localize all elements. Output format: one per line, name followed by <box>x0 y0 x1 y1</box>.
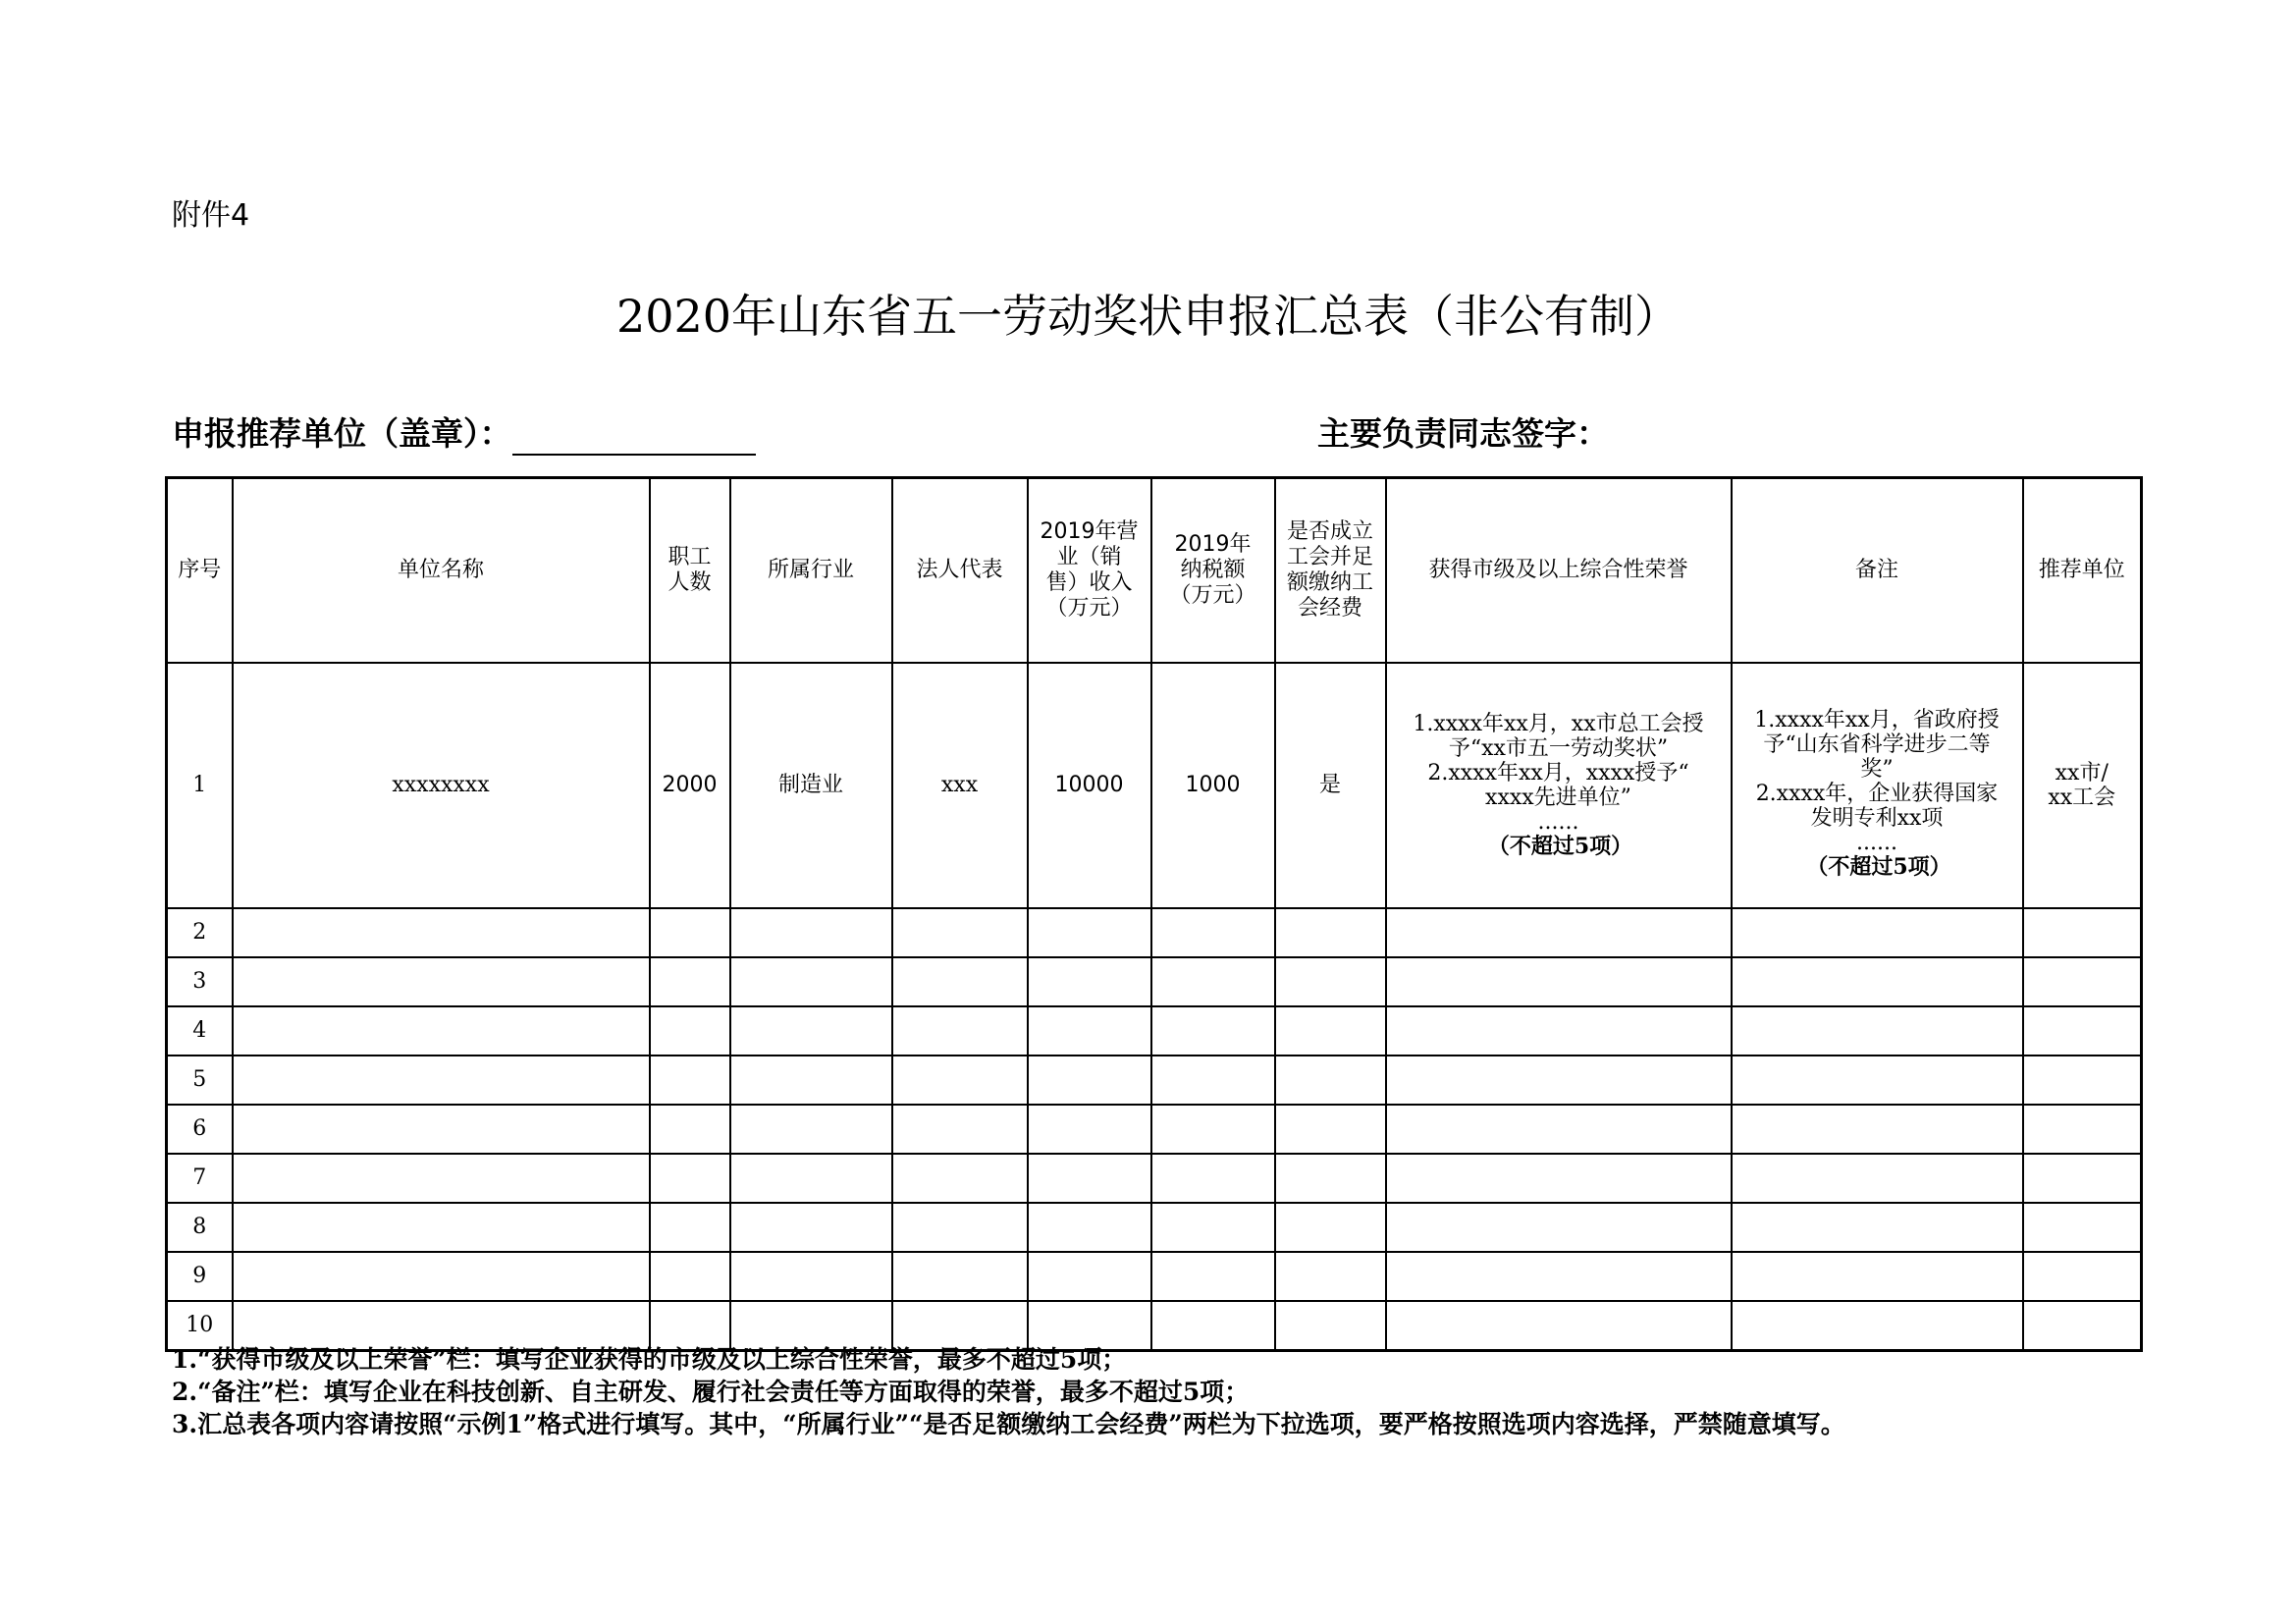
industry-cell: 制造业 <box>730 663 892 908</box>
empty-cell <box>1151 1252 1275 1301</box>
empty-cell <box>650 1203 730 1252</box>
empty-cell <box>1028 1252 1151 1301</box>
recommending-unit-label: 申报推荐单位（盖章）： <box>172 414 512 453</box>
empty-cell <box>1732 1056 2023 1105</box>
recommending-unit-line <box>172 412 756 456</box>
col-header: 获得市级及以上综合性荣誉 <box>1386 478 1732 664</box>
empty-cell <box>1151 1056 1275 1105</box>
signature-label: 主要负责同志签字： <box>1317 414 1609 453</box>
empty-cell <box>1028 1203 1151 1252</box>
empty-cell <box>650 1154 730 1203</box>
empty-cell <box>2023 1154 2142 1203</box>
recommending-unit-blank <box>512 420 756 456</box>
empty-cell <box>233 957 650 1006</box>
row-number: 3 <box>167 957 233 1006</box>
table-row <box>167 1154 2142 1203</box>
honors-line: ...... <box>1537 810 1579 835</box>
empty-cell <box>892 1154 1028 1203</box>
empty-cell <box>233 1203 650 1252</box>
empty-cell <box>2023 957 2142 1006</box>
row-number: 9 <box>167 1252 233 1301</box>
remarks-cell <box>1732 663 2023 908</box>
empty-cell <box>1386 1252 1732 1301</box>
empty-cell <box>2023 1105 2142 1154</box>
remarks-line: 1.xxxx年xx月，省政府授 <box>1754 707 2000 732</box>
empty-cell <box>1275 1006 1386 1056</box>
empty-cell <box>1275 1252 1386 1301</box>
empty-cell <box>892 1006 1028 1056</box>
table-row <box>167 1203 2142 1252</box>
empty-cell <box>650 1105 730 1154</box>
empty-cell <box>233 1105 650 1154</box>
empty-cell <box>1151 1105 1275 1154</box>
empty-cell <box>2023 908 2142 957</box>
row-number: 8 <box>167 1203 233 1252</box>
empty-cell <box>892 1105 1028 1154</box>
empty-cell <box>233 1056 650 1105</box>
honors-limit-note: （不超过5项） <box>1487 834 1633 859</box>
revenue-cell: 10000 <box>1028 663 1151 908</box>
empty-cell <box>1386 1006 1732 1056</box>
empty-cell <box>892 957 1028 1006</box>
honors-line: 2.xxxx年xx月，xxxx授予“ <box>1427 761 1689 785</box>
empty-cell <box>2023 1006 2142 1056</box>
empty-cell <box>1386 1203 1732 1252</box>
empty-cell <box>1732 1154 2023 1203</box>
empty-cell <box>730 1154 892 1203</box>
empty-cell <box>2023 1203 2142 1252</box>
footnote: 3.汇总表各项内容请按照“示例1”格式进行填写。其中，“所属行业”“是否足额缴纳工会经费”两栏为下拉选项，要严格按照选项内容选择，严禁随意填写。 <box>172 1410 1845 1438</box>
col-header: 序号 <box>167 478 233 664</box>
empty-cell <box>233 908 650 957</box>
empty-cell <box>1275 957 1386 1006</box>
empty-cell <box>730 957 892 1006</box>
remarks-line: 予“山东省科学进步二等 <box>1763 731 1991 757</box>
empty-cell <box>650 1056 730 1105</box>
union-cell: 是 <box>1275 663 1386 908</box>
table-row <box>167 663 2142 908</box>
empty-cell <box>1151 908 1275 957</box>
empty-cell <box>1732 957 2023 1006</box>
row-number: 2 <box>167 908 233 957</box>
empty-cell <box>892 1252 1028 1301</box>
empty-cell <box>233 1154 650 1203</box>
row-number: 10 <box>167 1301 233 1351</box>
empty-cell <box>892 908 1028 957</box>
footnote: 1.“获得市级及以上荣誉”栏：填写企业获得的市级及以上综合性荣誉，最多不超过5项； <box>172 1345 1127 1374</box>
empty-cell <box>1386 1105 1732 1154</box>
col-header: 单位名称 <box>233 478 650 664</box>
honors-line: 予“xx市五一劳动奖状” <box>1448 736 1669 761</box>
footnote: 2.“备注”栏：填写企业在科技创新、自主研发、履行社会责任等方面取得的荣誉，最多不超过5项； <box>172 1378 1250 1406</box>
honors-line: xxxx先进单位” <box>1485 785 1631 810</box>
table-row <box>167 957 2142 1006</box>
empty-cell <box>1028 1105 1151 1154</box>
empty-cell <box>233 1006 650 1056</box>
empty-cell <box>1151 1006 1275 1056</box>
empty-cell <box>1275 908 1386 957</box>
empty-cell <box>2023 1252 2142 1301</box>
col-header: 是否成立 工会并足 额缴纳工 会经费 <box>1275 478 1386 664</box>
empty-cell <box>1028 957 1151 1006</box>
remarks-line: ...... <box>1856 830 1897 855</box>
row-number: 5 <box>167 1056 233 1105</box>
recommender-cell <box>2023 663 2142 908</box>
empty-cell <box>1028 1056 1151 1105</box>
empty-cell <box>1275 1105 1386 1154</box>
empty-cell <box>1732 1252 2023 1301</box>
recommender-line: xx工会 <box>2048 785 2116 810</box>
empty-cell <box>1732 1203 2023 1252</box>
empty-cell <box>1151 1154 1275 1203</box>
table-row <box>167 1105 2142 1154</box>
empty-cell <box>233 1252 650 1301</box>
empty-cell <box>1275 1056 1386 1105</box>
empty-cell <box>1151 1203 1275 1252</box>
empty-cell <box>650 957 730 1006</box>
remarks-line: 发明专利xx项 <box>1810 805 1944 831</box>
empty-cell <box>1275 1203 1386 1252</box>
col-header: 所属行业 <box>730 478 892 664</box>
empty-cell <box>892 1203 1028 1252</box>
footnotes <box>172 1343 2145 1440</box>
empty-cell <box>730 1006 892 1056</box>
empty-cell <box>1386 908 1732 957</box>
honors-line: 1.xxxx年xx月，xx市总工会授 <box>1413 712 1704 736</box>
table-header-row <box>167 478 2142 664</box>
unit-name-cell: xxxxxxxx <box>233 663 650 908</box>
empty-cell <box>1386 1154 1732 1203</box>
empty-cell <box>650 1252 730 1301</box>
empty-cell <box>650 1006 730 1056</box>
col-header: 2019年 纳税额 （万元） <box>1151 478 1275 664</box>
staff-count-cell: 2000 <box>650 663 730 908</box>
empty-cell <box>1028 908 1151 957</box>
recommender-line: xx市/ <box>2055 761 2109 785</box>
empty-cell <box>1028 1154 1151 1203</box>
row-number: 6 <box>167 1105 233 1154</box>
col-header: 备注 <box>1732 478 2023 664</box>
empty-cell <box>2023 1056 2142 1105</box>
table-row <box>167 1006 2142 1056</box>
page-title: 2020年山东省五一劳动奖状申报汇总表（非公有制） <box>615 290 1681 343</box>
row-number: 7 <box>167 1154 233 1203</box>
empty-cell <box>1732 1006 2023 1056</box>
col-header: 职工 人数 <box>650 478 730 664</box>
empty-cell <box>730 908 892 957</box>
table-row <box>167 1056 2142 1105</box>
empty-cell <box>1732 908 2023 957</box>
empty-cell <box>1275 1154 1386 1203</box>
empty-cell <box>892 1056 1028 1105</box>
row-number: 4 <box>167 1006 233 1056</box>
attachment-label: 附件4 <box>172 198 250 233</box>
remarks-line: 奖” <box>1860 756 1894 782</box>
honors-cell <box>1386 663 1732 908</box>
col-header: 法人代表 <box>892 478 1028 664</box>
empty-cell <box>730 1203 892 1252</box>
col-header: 2019年营 业（销 售）收入 （万元） <box>1028 478 1151 664</box>
table-row <box>167 1252 2142 1301</box>
remarks-limit-note: （不超过5项） <box>1806 853 1951 880</box>
row-number: 1 <box>167 663 233 908</box>
empty-cell <box>1028 1006 1151 1056</box>
empty-cell <box>650 908 730 957</box>
empty-cell <box>1386 1056 1732 1105</box>
col-header: 推荐单位 <box>2023 478 2142 664</box>
empty-cell <box>730 1105 892 1154</box>
tax-cell: 1000 <box>1151 663 1275 908</box>
empty-cell <box>1386 957 1732 1006</box>
remarks-line: 2.xxxx年，企业获得国家 <box>1755 781 1999 806</box>
summary-table <box>165 476 2143 1352</box>
empty-cell <box>730 1252 892 1301</box>
empty-cell <box>730 1056 892 1105</box>
legal-rep-cell: xxx <box>892 663 1028 908</box>
empty-cell <box>1732 1105 2023 1154</box>
empty-cell <box>1151 957 1275 1006</box>
table-row <box>167 908 2142 957</box>
